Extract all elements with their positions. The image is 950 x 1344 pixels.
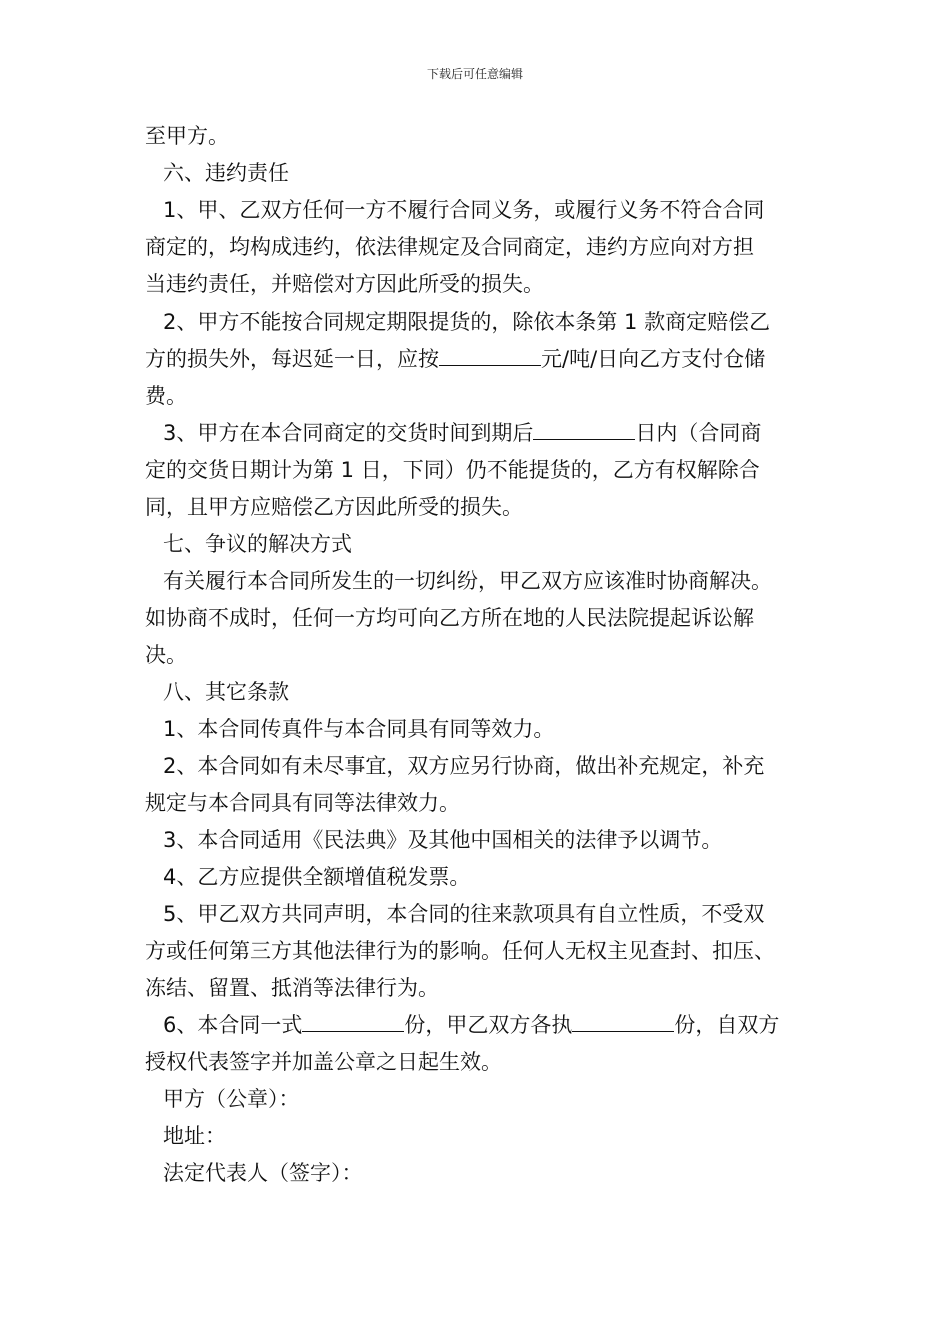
text-segment: 份，自双方 [674, 1013, 780, 1037]
text-segment: 份，甲乙双方各执 [404, 1013, 573, 1037]
section-heading: 六、违约责任 [163, 161, 289, 185]
text-line: 1、本合同传真件与本合同具有同等效力。 [163, 717, 555, 741]
text-line: 1、甲、乙双方任何一方不履行合同义务，或履行义务不符合合同 [163, 198, 765, 222]
text-segment: 元/吨/日向乙方支付仓储 [541, 347, 766, 371]
fill-in-blank [302, 1011, 404, 1032]
text-line: 2、甲方不能按合同规定期限提货的，除依本条第 1 款商定赔偿乙 [163, 310, 771, 334]
text-line: 当违约责任，并赔偿对方因此所受的损失。 [145, 272, 544, 296]
text-line: 5、甲乙双方共同声明，本合同的往来款项具有自立性质，不受双 [163, 902, 765, 926]
text-line-with-blank [145, 341, 765, 378]
text-segment: 3、甲方在本合同商定的交货时间到期后 [163, 421, 534, 445]
text-line-with-blanks [163, 1007, 779, 1044]
text-line: 决。 [145, 643, 187, 667]
representative-label: 法定代表人（签字）： [163, 1161, 363, 1185]
fill-in-blank [533, 419, 635, 440]
text-segment: 6、本合同一式 [163, 1013, 303, 1037]
text-line: 同，且甲方应赔偿乙方因此所受的损失。 [145, 495, 523, 519]
text-line: 2、本合同如有未尽事宜，双方应另行协商，做出补充规定，补充 [163, 754, 765, 778]
text-line: 冻结、留置、抵消等法律行为。 [145, 976, 439, 1000]
text-line: 有关履行本合同所发生的一切纠纷，甲乙双方应该准时协商解决。 [163, 569, 772, 593]
text-line: 费。 [145, 384, 187, 408]
address-label: 地址： [163, 1124, 226, 1148]
text-line: 4、乙方应提供全额增值税发票。 [163, 865, 471, 889]
fill-in-blank [439, 345, 541, 366]
text-line: 授权代表签字并加盖公章之日起生效。 [145, 1050, 502, 1074]
text-line: 如协商不成时，任何一方均可向乙方所在地的人民法院提起诉讼解 [145, 606, 754, 630]
text-line: 规定与本合同具有同等法律效力。 [145, 791, 460, 815]
fill-in-blank [572, 1011, 674, 1032]
text-line: 方或任何第三方其他法律行为的影响。任何人无权主见查封、扣压、 [145, 939, 775, 963]
section-heading: 八、其它条款 [163, 680, 289, 704]
text-line: 定的交货日期计为第 1 日，下同）仍不能提货的，乙方有权解除合 [145, 458, 760, 482]
text-line-with-blank [163, 415, 761, 452]
page-header: 下载后可任意编辑 [426, 67, 523, 81]
section-heading: 七、争议的解决方式 [163, 532, 352, 556]
text-segment: 日内（合同商 [635, 421, 762, 445]
text-segment: 方的损失外，每迟延一日，应按 [145, 347, 439, 371]
text-line: 3、本合同适用《民法典》及其他中国相关的法律予以调节。 [163, 828, 723, 852]
text-line: 商定的，均构成违约，依法律规定及合同商定，违约方应向对方担 [145, 235, 754, 259]
text-line: 至甲方。 [145, 124, 229, 148]
signature-label: 甲方（公章）： [163, 1087, 300, 1111]
